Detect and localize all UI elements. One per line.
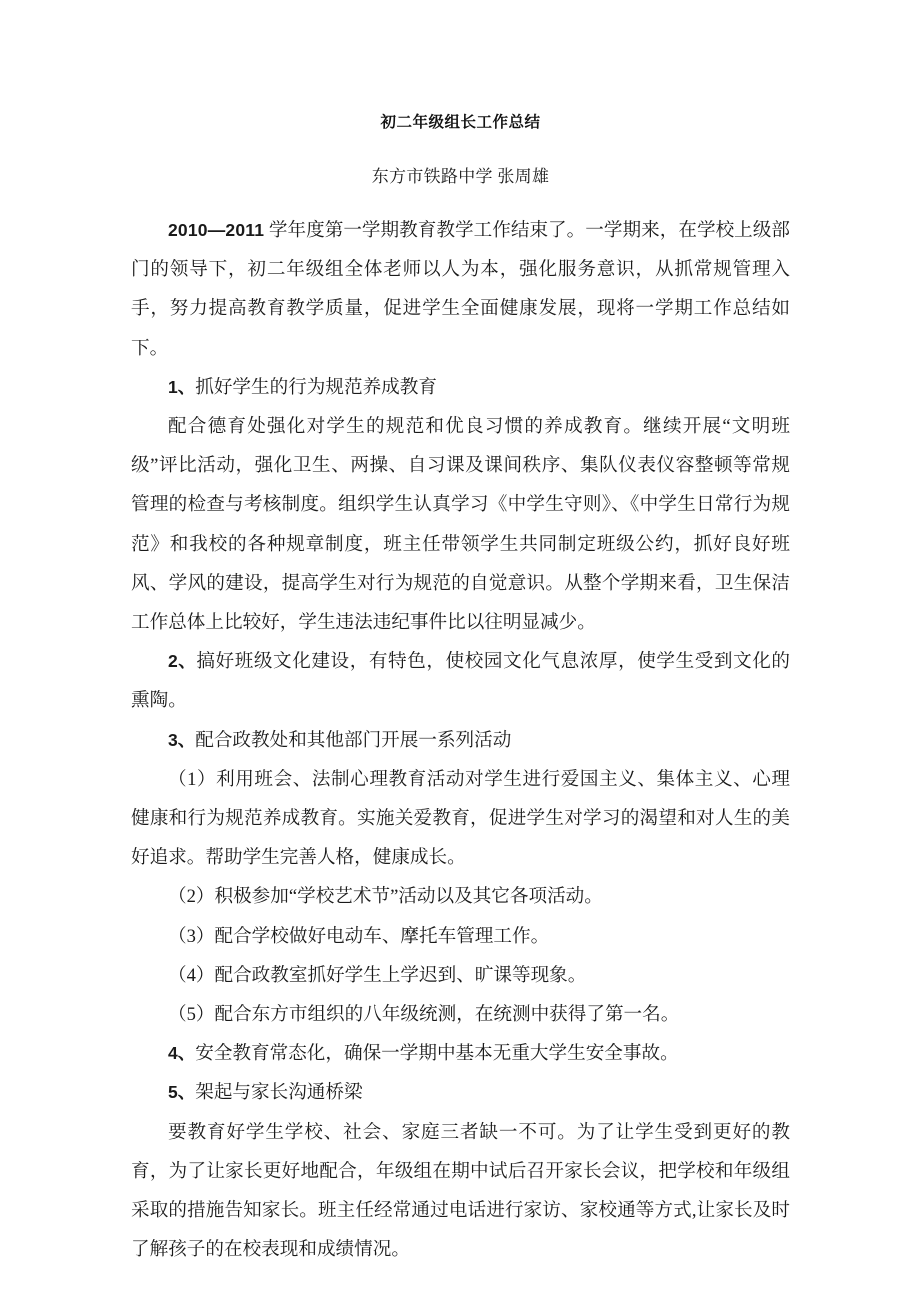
year-range-label: 2010—2011 [168,220,265,240]
heading-item-4-text: 安全教育常态化，确保一学期中基本无重大学生安全事故。 [195,1043,679,1065]
heading-item-5 [131,1073,790,1112]
sub-item-3-3: （3）配合学校做好电动车、摩托车管理工作。 [168,925,550,947]
sub-item-3-5: （5）配合东方市组织的八年级统测，在统测中获得了第一名。 [168,1004,680,1026]
sub-item-3-2: （2）积极参加“学校艺术节”活动以及其它各项活动。 [168,886,603,908]
sub-item-3-4: （4）配合政教室抓好学生上学迟到、旷课等现象。 [168,964,587,986]
document-byline: 东方市铁路中学 张周雄 [371,167,550,186]
page-title: 初二年级组长工作总结 [380,114,541,131]
list-marker-2: 2、 [168,651,197,672]
heading-item-3 [131,721,790,760]
heading-item-1-text: 抓好学生的行为规范养成教育 [195,376,437,398]
paragraph-body-1: 配合德育处强化对学生的规范和优良习惯的养成教育。继续开展“文明班级”评比活动，强化卫生、两操、自习课及课间秩序、集队仪表仪容整顿等常规管理的检查与考核制度。组织学生认真学习《中学生守则》、《中学生日常行为规范》和我校的各种规章制度，班主任带领学生共同制定班级公约，抓好良好班风、学风的建设，提高学生对行为规范的自觉意识。从整个学期来看，卫生保洁工作总体上比较好，学生违法违纪事件比以往明显减少。 [131,416,790,634]
document-body [131,0,790,1269]
heading-item-5-text: 架起与家长沟通桥梁 [195,1082,363,1104]
list-marker-3: 3、 [168,729,196,750]
paragraph-intro [131,188,790,368]
list-marker-4: 4、 [168,1043,196,1064]
heading-item-1 [131,368,790,407]
heading-item-4 [131,1034,790,1073]
list-marker-5: 5、 [168,1082,196,1103]
paragraph-intro-text: 学年度第一学期教育教学工作结束了。一学期来，在学校上级部门的领导下，初二年级组全体老师以人为本，强化服务意识，从抓常规管理入手，努力提高教育教学质量，促进学生全面健康发展，现将一学期工作总结如下。 [131,220,790,359]
sub-item-3-1: （1）利用班会、法制心理教育活动对学生进行爱国主义、集体主义、心理健康和行为规范养成教育。实施关爱教育，促进学生对学习的渴望和对人生的美好追求。帮助学生完善人格，健康成长。 [131,768,790,869]
heading-item-2 [131,642,790,720]
paragraph-body-5: 要教育好学生学校、社会、家庭三者缺一不可。为了让学生受到更好的教育，为了让家长更好地配合，年级组在期中试后召开家长会议，把学校和年级组采取的措施告知家长。班主任经常通过电话进行家访、家校通等方式,让家长及时了解孩子的在校表现和成绩情况。 [131,1121,790,1261]
heading-item-3-text: 配合政教处和其他部门开展一系列活动 [195,729,512,751]
list-marker-1: 1、 [168,376,196,397]
heading-item-2-text: 搞好班级文化建设，有特色，使校园文化气息浓厚，使学生受到文化的熏陶。 [131,651,790,712]
